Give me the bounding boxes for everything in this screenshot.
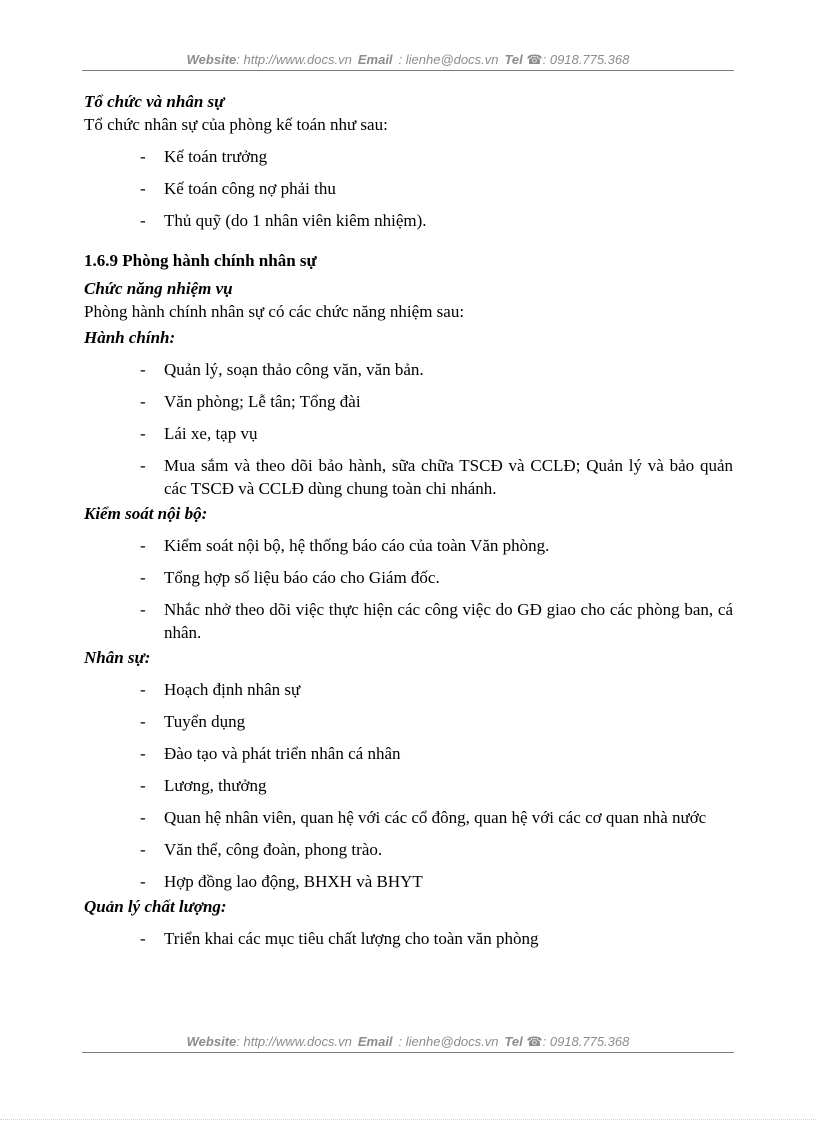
page-footer	[82, 1034, 734, 1050]
org-list	[84, 145, 733, 232]
document-body	[84, 90, 733, 950]
admin-list	[84, 358, 733, 500]
footer-rule	[82, 1052, 734, 1053]
list-item: - Tổng hợp số liệu báo cáo cho Giám đốc.	[140, 568, 440, 587]
control-heading: Kiểm soát nội bộ:	[84, 504, 208, 523]
list-item: - Văn thể, công đoàn, phong trào.	[140, 840, 383, 859]
footer-website-value: : http://www.docs.vn	[236, 1034, 352, 1049]
quality-heading: Quản lý chất lượng:	[84, 897, 227, 916]
list-item: - Kế toán công nợ phải thu	[140, 179, 336, 198]
footer-tel-label: Tel	[504, 1034, 523, 1049]
list-item: - Lương, thưởng	[140, 776, 267, 795]
header-email-value: : lienhe@docs.vn	[398, 52, 499, 67]
list-item: - Đào tạo và phát triển nhân cá nhân	[140, 744, 401, 763]
func-heading: Chức năng nhiệm vụ	[84, 279, 233, 298]
list-item: - Lái xe, tạp vụ	[140, 424, 258, 443]
phone-icon: ☎	[526, 52, 543, 67]
list-item: - Quan hệ nhân viên, quan hệ với các cổ đông, quan hệ với các cơ quan nhà nước	[140, 808, 707, 827]
footer-email-label: Email	[357, 1034, 393, 1049]
control-list	[84, 534, 733, 644]
hr-list	[84, 678, 733, 893]
footer-website-label: Website	[186, 1034, 237, 1049]
list-item: - Văn phòng; Lễ tân; Tổng đài	[140, 392, 361, 411]
list-item: - Kiểm soát nội bộ, hệ thống báo cáo của toàn Văn phòng.	[140, 536, 550, 555]
list-item: - Nhắc nhở theo dõi việc thực hiện các công việc do GĐ giao cho các phòng ban, cá nhân.	[140, 600, 733, 642]
list-item: - Thủ quỹ (do 1 nhân viên kiêm nhiệm).	[140, 211, 427, 230]
header-website-value: : http://www.docs.vn	[236, 52, 352, 67]
func-intro: Phòng hành chính nhân sự có các chức năng nhiệm sau:	[84, 302, 465, 321]
admin-heading: Hành chính:	[84, 328, 176, 347]
footer-email-value: : lienhe@docs.vn	[398, 1034, 499, 1049]
quality-list	[84, 927, 733, 950]
header-email-label: Email	[357, 52, 393, 67]
org-heading: Tổ chức và nhân sự	[84, 92, 225, 111]
header-rule	[82, 70, 734, 71]
phone-icon: ☎	[526, 1034, 543, 1049]
hr-heading: Nhân sự:	[84, 648, 151, 667]
list-item: - Mua sắm và theo dõi bảo hành, sữa chữa TSCĐ và CCLĐ; Quản lý và bảo quản các TSCĐ và CCLĐ dùng chung toàn chi nhánh.	[140, 456, 733, 498]
list-item: - Triển khai các mục tiêu chất lượng cho toàn văn phòng	[140, 929, 539, 948]
list-item: - Hoạch định nhân sự	[140, 680, 301, 699]
page-header	[82, 52, 734, 68]
page-edge-dots	[0, 1119, 816, 1120]
list-item: - Tuyển dụng	[140, 712, 246, 731]
header-tel-value: : 0918.775.368	[542, 52, 630, 67]
header-website-label: Website	[186, 52, 237, 67]
section-title: 1.6.9 Phòng hành chính nhân sự	[84, 251, 317, 270]
list-item: - Kế toán trưởng	[140, 147, 268, 166]
footer-tel-value: : 0918.775.368	[542, 1034, 630, 1049]
org-intro: Tổ chức nhân sự của phòng kế toán như sau:	[84, 115, 388, 134]
header-tel-label: Tel	[504, 52, 523, 67]
list-item: - Quản lý, soạn thảo công văn, văn bản.	[140, 360, 424, 379]
list-item: - Hợp đồng lao động, BHXH và BHYT	[140, 872, 423, 891]
